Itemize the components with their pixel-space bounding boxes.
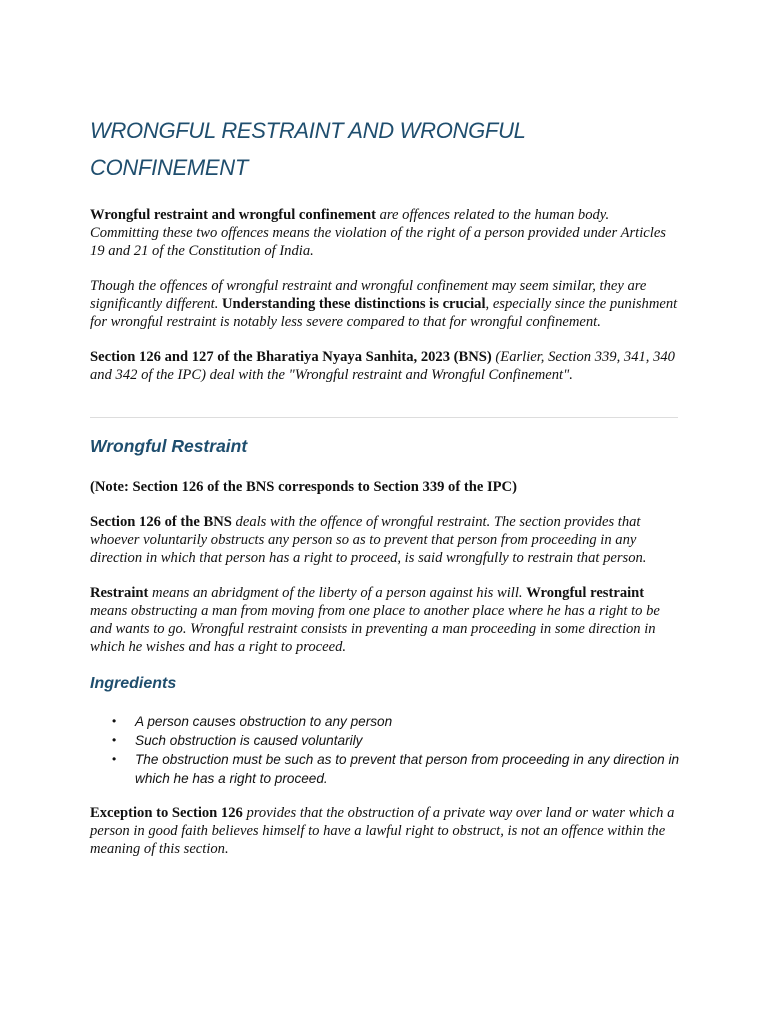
intro-p3-text: (Earlier, Section 339, 341, 340 and 342 of the IPC) deal with the "Wrongful restraint and Wrongful Confinement". — [90, 349, 675, 383]
section-heading: Wrongful Restraint — [90, 436, 248, 456]
exception-text: provides that the obstruction of a private way over land or water which a person in good faith believes himself to have a lawful right to obstruct, is not an offence within the meaning of this section. — [90, 805, 675, 857]
document-body — [90, 112, 680, 875]
ingredient-text: Such obstruction is caused voluntarily — [135, 733, 363, 748]
list-item — [90, 731, 680, 750]
ingredients-list — [90, 712, 680, 788]
intro-p3-bold: Section 126 and 127 of the Bharatiya Nyaya Sanhita, 2023 (BNS) — [90, 349, 492, 365]
section-divider — [90, 417, 678, 418]
document-title: WRONGFUL RESTRAINT AND WRONGFUL CONFINEMENT — [90, 118, 526, 180]
list-item — [90, 712, 680, 731]
bullet-icon: • — [112, 714, 117, 728]
ingredient-text: A person causes obstruction to any person — [135, 714, 393, 729]
section-note-text: (Note: Section 126 of the BNS corresponds to Section 339 of the IPC) — [90, 479, 517, 495]
intro-p1-bold: Wrongful restraint and wrongful confinement — [90, 207, 376, 223]
section-p1-bold: Section 126 of the BNS — [90, 514, 232, 530]
section-paragraph-1 — [90, 513, 680, 567]
section-p2-text-rest: means obstructing a man from moving from one place to another place where he has a right to be and wants to go. Wrongful restraint consists in preventing a man proceeding in some direction in which he wishes and has a right to proceed. — [90, 603, 660, 655]
section-p2-text-mid: means an abridgment of the liberty of a person against his will. — [148, 585, 527, 601]
section-p2-bold-1: Restraint — [90, 585, 149, 601]
intro-paragraph-3 — [90, 348, 680, 384]
ingredient-text: The obstruction must be such as to prevent that person from proceeding in any direction in which he has a right to proceed. — [135, 752, 680, 786]
ingredients-heading: Ingredients — [90, 675, 177, 692]
section-p2-bold-2: Wrongful restraint — [526, 585, 645, 601]
intro-paragraph-1 — [90, 206, 680, 260]
section-p1-text: deals with the offence of wrongful restraint. The section provides that whoever voluntarily obstructs any person so as to prevent that person from proceeding in any direction in which that person has a right to proceed, is said wrongfully to restrain that person. — [90, 514, 647, 566]
intro-p1-text: are offences related to the human body. Committing these two offences means the violation of the right of a person provided under Articles 19 and 21 of the Constitution of India. — [90, 207, 666, 259]
intro-p2-bold: Understanding these distinctions is crucial — [222, 296, 486, 312]
intro-p2-text-b: , especially since the punishment for wrongful restraint is notably less severe compared to that for wrongful confinement. — [90, 296, 678, 330]
intro-p2-text-a: Though the offences of wrongful restraint and wrongful confinement may seem similar, they are significantly different. — [90, 278, 647, 312]
exception-bold: Exception to Section 126 — [90, 805, 243, 821]
exception-paragraph — [90, 804, 680, 858]
section-note — [90, 478, 680, 496]
bullet-icon: • — [112, 752, 117, 766]
section-paragraph-2 — [90, 584, 680, 656]
list-item — [90, 750, 680, 788]
bullet-icon: • — [112, 733, 117, 747]
intro-paragraph-2 — [90, 277, 680, 331]
